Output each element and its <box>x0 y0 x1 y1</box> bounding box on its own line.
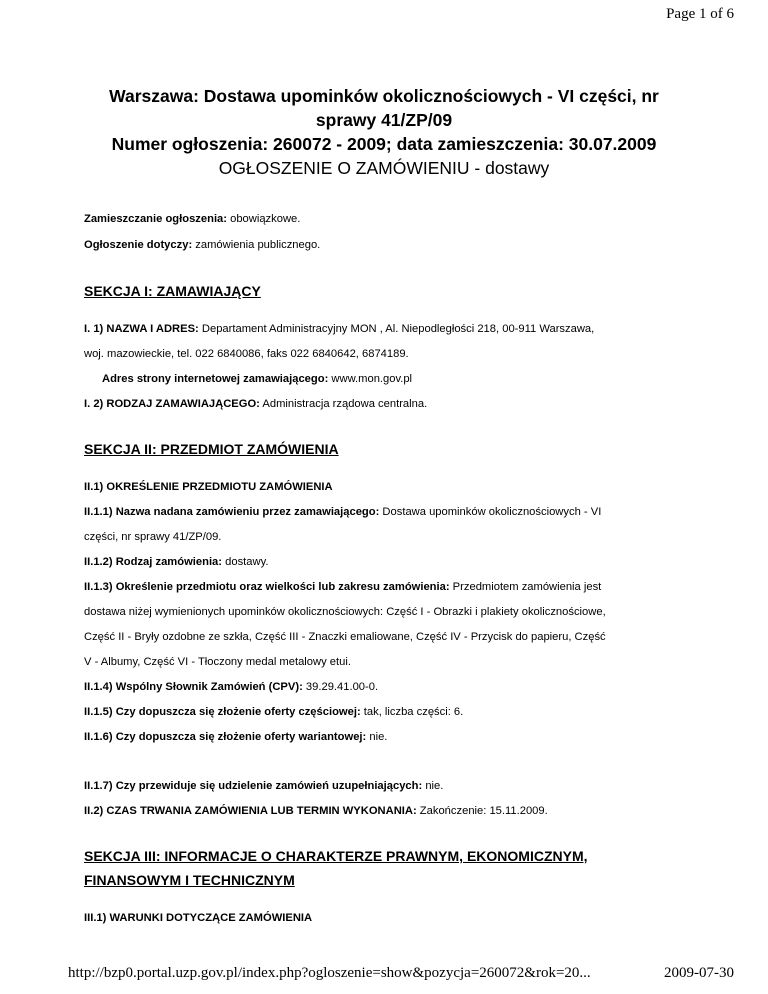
order-name-cont: części, nr sprawy 41/ZP/09. <box>84 531 222 543</box>
print-date: 2009-07-30 <box>664 965 734 981</box>
concerns-info: Ogłoszenie dotyczy: zamówienia publicznego. <box>84 239 321 251</box>
source-url: http://bzp0.portal.uzp.gov.pl/index.php?ogloszenie=show&pozycja=260072&rok=20... <box>68 965 591 981</box>
document-title <box>0 84 768 180</box>
order-conditions-heading: III.1) WARUNKI DOTYCZĄCE ZAMÓWIENIA <box>84 912 313 924</box>
contracting-authority-name: I. 1) NAZWA I ADRES: Departament Administracyjny MON , Al. Niepodległości 218, 00-911 Warszawa, <box>84 323 595 335</box>
authority-website: Adres strony internetowej zamawiającego: www.mon.gov.pl <box>102 373 413 385</box>
section-2-heading: SEKCJA II: PRZEDMIOT ZAMÓWIENIA <box>84 441 339 457</box>
announcement-number: Numer ogłoszenia: 260072 - 2009; data zamieszczenia: 30.07.2009 <box>111 134 657 154</box>
order-kind: II.1.2) Rodzaj zamówienia: dostawy. <box>84 556 269 568</box>
order-name: II.1.1) Nazwa nadana zamówieniu przez zamawiającego: Dostawa upominków okolicznościowych - VI <box>84 506 602 518</box>
page-number: Page 1 of 6 <box>666 6 734 22</box>
document-body <box>84 206 704 931</box>
title-line-2: sprawy 41/ZP/09 <box>315 110 453 130</box>
supplementary-orders: II.1.7) Czy przewiduje się udzielenie zamówień uzupełniających: nie. <box>84 780 444 792</box>
order-scope-line-3: Część II - Bryły ozdobne ze szkła, Część III - Znaczki emaliowane, Część IV - Przycisk do papieru, Część <box>84 631 606 643</box>
order-scope-line-2: dostawa niżej wymienionych upominków okolicznościowych: Część I - Obrazki i plakiety okolicznościowe, <box>84 606 606 618</box>
section-3-heading: SEKCJA III: INFORMACJE O CHARAKTERZE PRAWNYM, EKONOMICZNYM, FINANSOWYM I TECHNICZNYM <box>84 848 588 888</box>
variant-offer: II.1.6) Czy dopuszcza się złożenie oferty wariantowej: nie. <box>84 731 388 743</box>
order-scope-line-4: V - Albumy, Część VI - Tłoczony medal metalowy etui. <box>84 656 351 668</box>
title-line-1: Warszawa: Dostawa upominków okolicznościowych - VI części, nr <box>109 86 659 106</box>
announcement-type: OGŁOSZENIE O ZAMÓWIENIU - dostawy <box>218 158 550 178</box>
partial-offer: II.1.5) Czy dopuszcza się złożenie oferty częściowej: tak, liczba części: 6. <box>84 706 464 718</box>
cpv-code: II.1.4) Wspólny Słownik Zamówień (CPV): 39.29.41.00-0. <box>84 681 379 693</box>
authority-type: I. 2) RODZAJ ZAMAWIAJĄCEGO: Administracja rządowa centralna. <box>84 398 428 410</box>
posting-info: Zamieszczanie ogłoszenia: obowiązkowe. <box>84 213 301 225</box>
order-scope: II.1.3) Określenie przedmiotu oraz wielkości lub zakresu zamówienia: Przedmiotem zamówienia jest <box>84 581 602 593</box>
section-1-heading: SEKCJA I: ZAMAWIAJĄCY <box>84 283 261 299</box>
subject-definition-heading: II.1) OKREŚLENIE PRZEDMIOTU ZAMÓWIENIA <box>84 481 333 493</box>
contracting-authority-address: woj. mazowieckie, tel. 022 6840086, faks 022 6840642, 6874189. <box>84 348 409 360</box>
order-duration: II.2) CZAS TRWANIA ZAMÓWIENIA LUB TERMIN WYKONANIA: Zakończenie: 15.11.2009. <box>84 805 548 817</box>
